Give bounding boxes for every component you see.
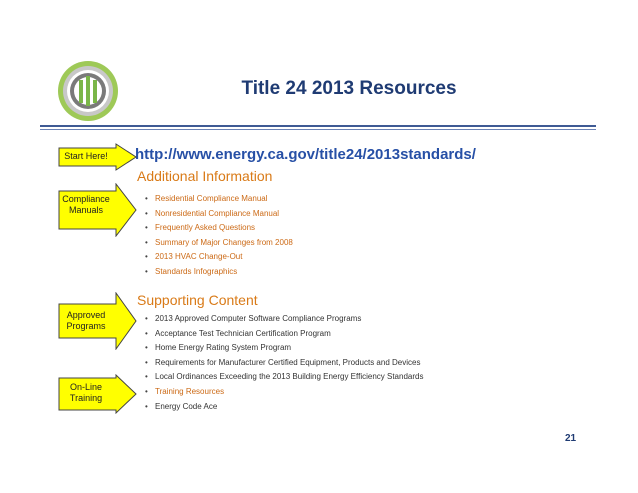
callout-label: Compliance Manuals	[62, 194, 110, 215]
list-item-training-resources[interactable]: • Training Resources	[145, 385, 423, 400]
list-item[interactable]: • Residential Compliance Manual	[145, 192, 293, 207]
callout-start-here	[58, 143, 138, 171]
standards-url-link[interactable]: http://www.energy.ca.gov/title24/2013standards/	[135, 146, 476, 163]
supporting-content-list	[145, 312, 423, 414]
callout-approved-programs	[58, 292, 138, 350]
list-item[interactable]: • Home Energy Rating System Program	[145, 341, 423, 356]
slide-title-text: Title 24 2013 Resources	[241, 78, 457, 99]
supporting-content-heading: Supporting Content	[137, 292, 258, 308]
list-item[interactable]: • Local Ordinances Exceeding the 2013 Building Energy Efficiency Standards	[145, 370, 423, 385]
page-number: 21	[565, 433, 577, 444]
slide-title	[0, 78, 638, 100]
title-divider	[40, 125, 596, 127]
additional-information-list	[145, 192, 293, 280]
callout-label: On-Line Training	[69, 382, 103, 403]
callout-label: Start Here!	[64, 151, 108, 161]
additional-information-heading: Additional Information	[137, 168, 273, 184]
callout-label: Approved Programs	[66, 310, 106, 331]
title-divider-secondary	[40, 129, 596, 130]
list-item[interactable]: • Summary of Major Changes from 2008	[145, 236, 293, 251]
callout-online-training	[58, 374, 138, 414]
list-item[interactable]: • Energy Code Ace	[145, 400, 423, 415]
list-item[interactable]: • Frequently Asked Questions	[145, 221, 293, 236]
list-item[interactable]: • 2013 HVAC Change-Out	[145, 250, 293, 265]
list-item[interactable]: • Acceptance Test Technician Certification Program	[145, 327, 423, 342]
list-item[interactable]: • Requirements for Manufacturer Certified Equipment, Products and Devices	[145, 356, 423, 371]
list-item[interactable]: • 2013 Approved Computer Software Compliance Programs	[145, 312, 423, 327]
callout-compliance-manuals	[58, 183, 138, 237]
list-item[interactable]: • Standards Infographics	[145, 265, 293, 280]
list-item[interactable]: • Nonresidential Compliance Manual	[145, 207, 293, 222]
